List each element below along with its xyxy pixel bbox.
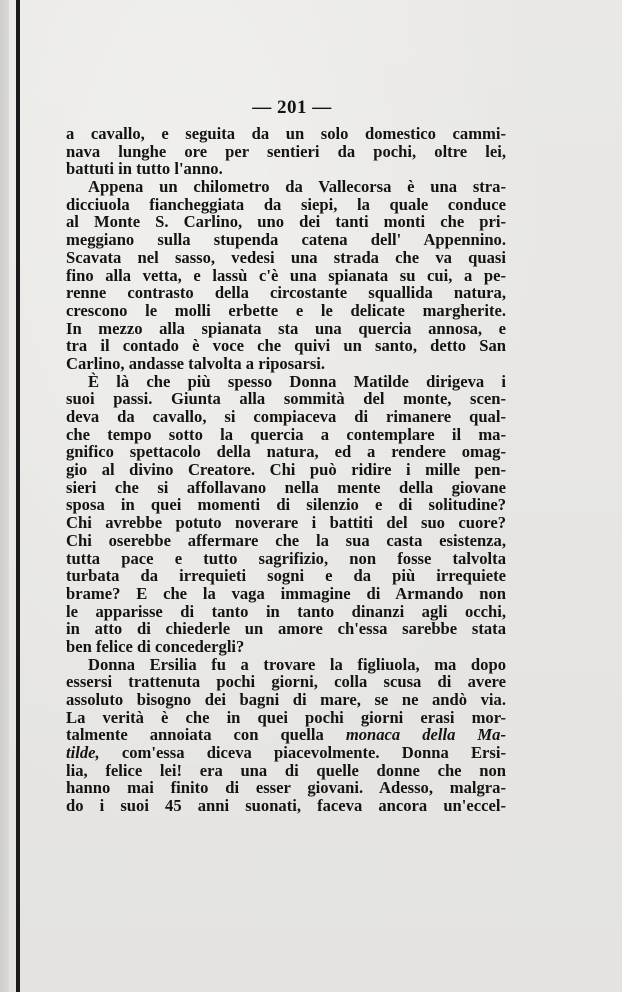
text-line: Chi oserebbe affermare che la sua casta esistenza, xyxy=(66,530,506,550)
page-number: — 201 — xyxy=(252,97,332,118)
text-line: tra il contado è voce che quivi un santo, detto San xyxy=(66,336,506,356)
text-line: In mezzo alla spianata sta una quercia annosa, e xyxy=(66,318,506,338)
text-line: lia, felice lei! era una di quelle donne che non xyxy=(66,760,506,780)
text-line: Carlino, andasse talvolta a riposarsi. xyxy=(66,353,326,373)
text-line: gio al divino Creatore. Chi può ridire i mille pen- xyxy=(66,460,506,480)
text-line: fino alla vetta, e lassù c'è una spianata su cui, a pe- xyxy=(66,265,506,285)
body-text xyxy=(66,125,506,815)
page-binding-line xyxy=(16,0,20,992)
text-line xyxy=(66,726,506,744)
text-line: ben felice di concedergli? xyxy=(66,636,245,656)
text-line: suoi passi. Giunta alla sommità del monte, scen- xyxy=(66,389,506,409)
text-line: crescono le molli erbette e le delicate margherite. xyxy=(66,300,506,320)
text-line: La verità è che in quei pochi giorni erasi mor- xyxy=(66,707,506,727)
text-line: sposa in quei momenti di silenzio e di solitudine? xyxy=(66,495,506,515)
text-line: turbata da irrequieti sogni e da più irrequiete xyxy=(66,566,506,586)
text-line: do i suoi 45 anni suonati, faceva ancora un'eccel- xyxy=(66,796,506,816)
text-line: battuti in tutto l'anno. xyxy=(66,159,223,179)
text-line: che tempo sotto la quercia a contemplare il ma- xyxy=(66,424,506,444)
text-line: Appena un chilometro da Vallecorsa è una stra- xyxy=(88,177,506,197)
text-line: tutta pace e tutto sagrifizio, non fosse talvolta xyxy=(66,548,506,568)
text-line: le apparisse di tanto in tanto dinanzi agli occhi, xyxy=(66,601,506,621)
text-line: Chi avrebbe potuto noverare i battiti del suo cuore? xyxy=(66,513,506,533)
text-line: a cavallo, e seguita da un solo domestico cammi- xyxy=(66,124,506,143)
text-line-roman: talmente annoiata con quella xyxy=(66,725,324,745)
text-line: dicciuola fiancheggiata da siepi, la quale conduce xyxy=(66,194,506,214)
text-line-italic: tilde, xyxy=(66,743,100,763)
text-line: brame? E che la vaga immagine di Armando non xyxy=(66,583,506,603)
text-line: Scavata nel sasso, vedesi una strada che va quasi xyxy=(66,247,506,267)
text-line: hanno mai finito di esser giovani. Adesso, malgra- xyxy=(66,778,506,798)
page-binding-edge xyxy=(0,0,9,992)
text-line: sieri che si affollavano nella mente della giovane xyxy=(66,477,506,497)
text-line: in atto di chiederle un amore ch'essa sarebbe stata xyxy=(66,619,506,639)
text-line xyxy=(66,744,506,762)
text-line: Donna Ersilia fu a trovare la figliuola, ma dopo xyxy=(88,654,506,674)
text-line: renne contrasto della circostante squallida natura, xyxy=(66,283,506,303)
text-line: È là che più spesso Donna Matilde dirigeva i xyxy=(88,371,506,391)
text-line-italic: monaca della Ma- xyxy=(345,725,506,745)
text-line: deva da cavallo, si compiaceva di rimanere qual- xyxy=(66,407,506,426)
text-line: essersi trattenuta pochi giorni, colla scusa di avere xyxy=(66,672,506,692)
text-line: gnifico spettacolo della natura, ed a rendere omag- xyxy=(66,442,506,462)
text-line-roman: com'essa diceva piacevolmente. Donna Ersi- xyxy=(121,743,506,763)
text-line: assoluto bisogno dei bagni di mare, se ne andò via. xyxy=(66,690,506,709)
text-line: al Monte S. Carlino, uno dei tanti monti che pri- xyxy=(66,212,506,232)
text-line: meggiano sulla stupenda catena dell' Appennino. xyxy=(66,230,506,250)
text-line: nava lunghe ore per sentieri da pochi, oltre lei, xyxy=(66,141,506,161)
